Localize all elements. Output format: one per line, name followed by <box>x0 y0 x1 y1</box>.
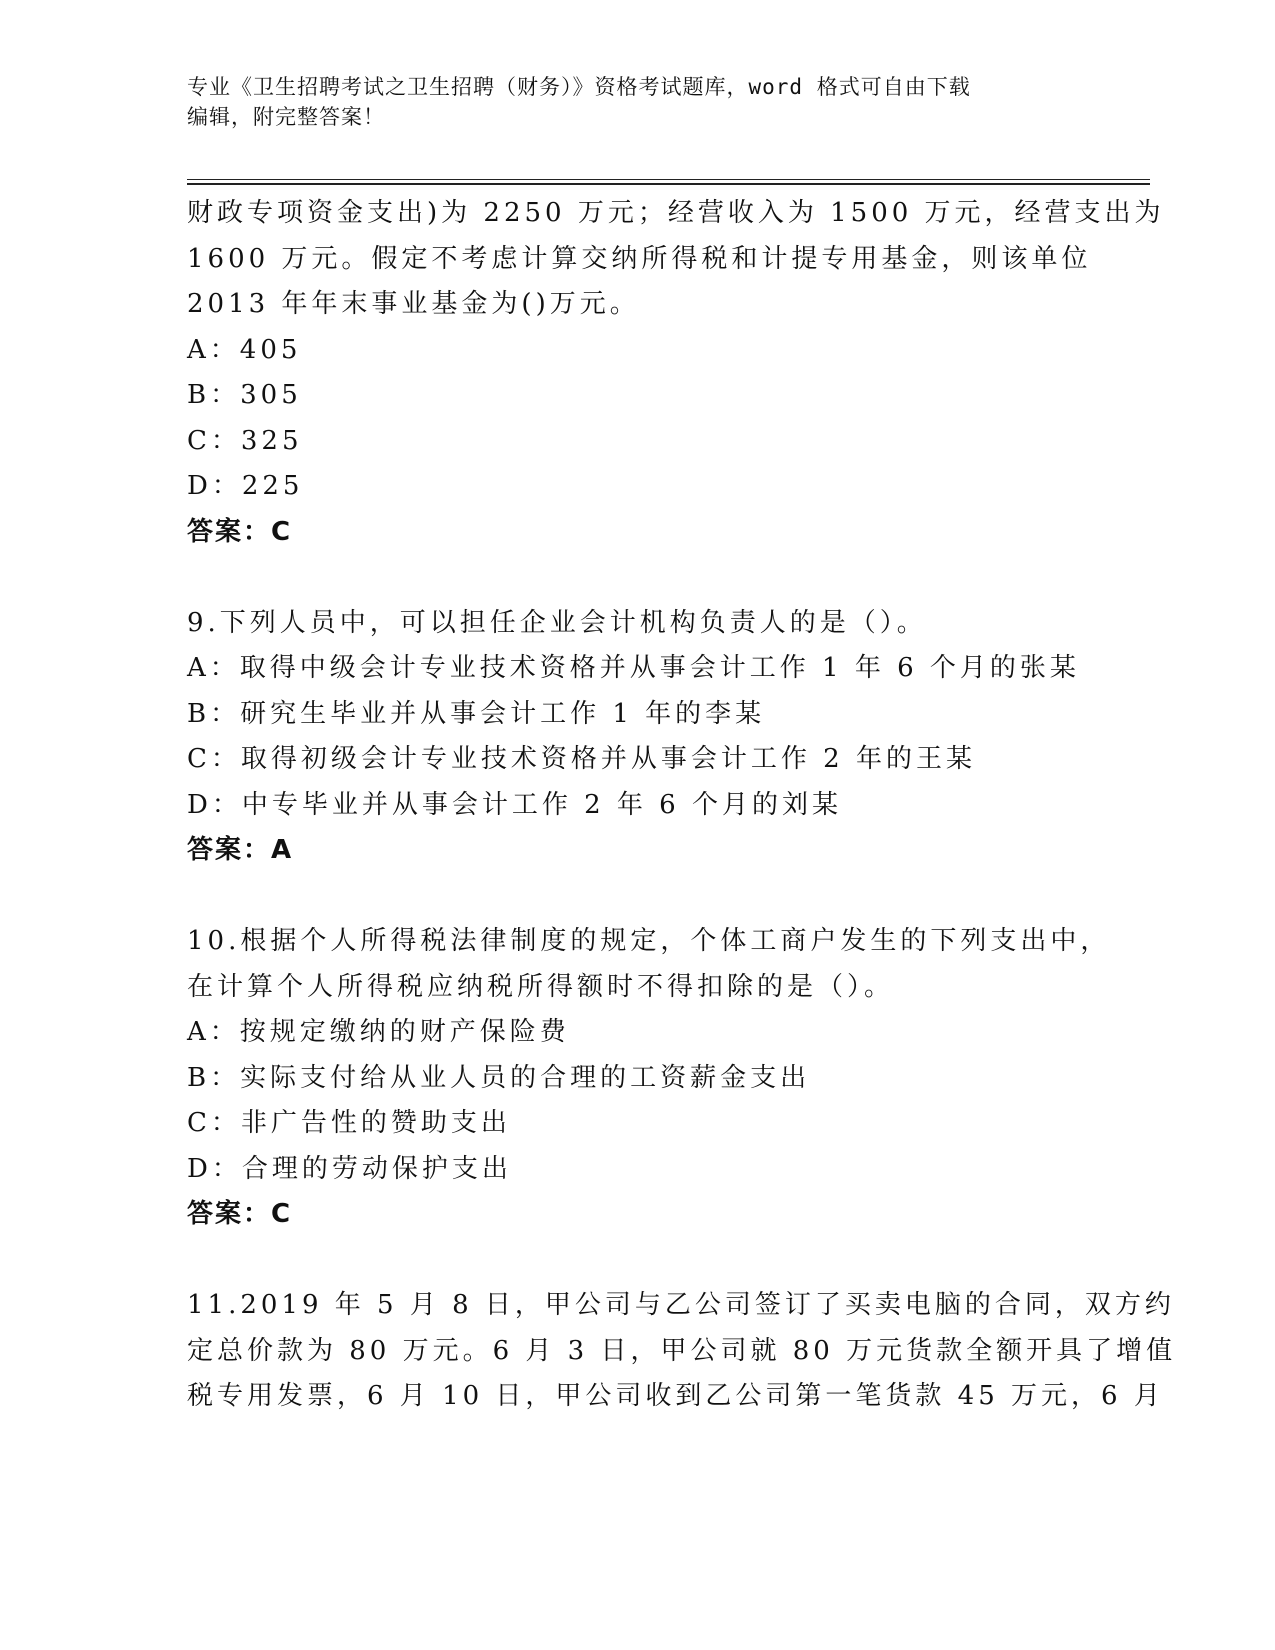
question-11 <box>187 1283 1177 1420</box>
question-text-line: 在计算个人所得税应纳税所得额时不得扣除的是（）。 <box>187 971 895 1002</box>
question-10 <box>187 919 1111 1238</box>
question-content <box>187 191 1177 1420</box>
question-8 <box>187 191 1165 555</box>
question-text-line: 财政专项资金支出)为 2250 万元；经营收入为 1500 万元，经营支出为 <box>187 198 1165 228</box>
question-text-line: 9.下列人员中，可以担任企业会计机构负责人的是（）。 <box>187 607 927 638</box>
option-c: C：非广告性的赞助支出 <box>187 1108 511 1138</box>
question-text-line: 1600 万元。假定不考虑计算交纳所得税和计提专用基金，则该单位 <box>187 243 1092 274</box>
option-a: A：405 <box>187 334 302 365</box>
question-text-line: 税专用发票，6 月 10 日，甲公司收到乙公司第一笔货款 45 万元，6 月 <box>187 1381 1164 1411</box>
option-d: D：中专毕业并从事会计工作 2 年 6 个月的刘某 <box>187 789 842 820</box>
question-text-line: 定总价款为 80 万元。6 月 3 日，甲公司就 80 万元货款全额开具了增值 <box>187 1335 1177 1366</box>
question-text-line: 10.根据个人所得税法律制度的规定，个体工商户发生的下列支出中， <box>187 926 1111 956</box>
option-a: A：按规定缴纳的财产保险费 <box>187 1017 570 1047</box>
option-d: D：225 <box>187 471 304 501</box>
option-b: B：实际支付给从业人员的合理的工资薪金支出 <box>187 1062 811 1093</box>
answer-label: 答案：A <box>187 835 294 865</box>
option-c: C：取得初级会计专业技术资格并从事会计工作 2 年的王某 <box>187 744 976 774</box>
option-d: D：合理的劳动保护支出 <box>187 1153 512 1184</box>
option-c: C：325 <box>187 425 303 456</box>
answer-label: 答案：C <box>187 516 293 547</box>
header-divider-thick <box>187 183 1150 185</box>
option-b: B：305 <box>187 380 302 410</box>
header-line-1: 专业《卫生招聘考试之卫生招聘（财务）》资格考试题库，word 格式可自由下载 <box>187 75 971 99</box>
question-text-line: 2013 年年末事业基金为()万元。 <box>187 289 640 319</box>
header-divider-thin <box>187 179 1150 180</box>
question-9 <box>187 601 1087 874</box>
question-text-line: 11.2019 年 5 月 8 日，甲公司与乙公司签订了买卖电脑的合同，双方约 <box>187 1290 1175 1320</box>
option-b: B：研究生毕业并从事会计工作 1 年的李某 <box>187 698 766 729</box>
answer-label: 答案：C <box>187 1199 293 1229</box>
option-a: A：取得中级会计专业技术资格并从事会计工作 1 年 6 个月的张某 <box>187 653 1080 683</box>
document-header <box>187 72 1087 132</box>
header-line-2: 编辑，附完整答案！ <box>187 105 385 129</box>
